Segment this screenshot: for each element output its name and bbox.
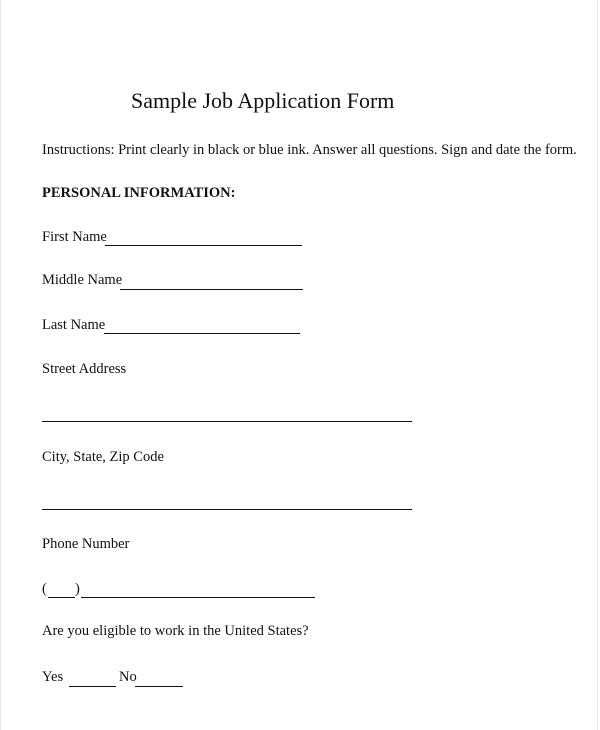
first-name-blank[interactable] [105, 245, 302, 246]
eligibility-question: Are you eligible to work in the United States? [42, 623, 309, 639]
street-address-label: Street Address [42, 361, 127, 377]
city-state-zip-label: City, State, Zip Code [42, 449, 164, 465]
form-title: Sample Job Application Form [131, 88, 395, 113]
instructions-text: Instructions: Print clearly in black or blue ink. Answer all questions. Sign and date the form. [42, 142, 577, 158]
city-state-zip-blank[interactable] [42, 509, 412, 510]
first-name-label: First Name [42, 229, 107, 245]
phone-number-label: Phone Number [42, 536, 130, 552]
phone-area-code-open-paren: ( [42, 581, 47, 597]
yes-blank[interactable] [69, 686, 116, 687]
phone-area-code-close-paren: ) [75, 581, 80, 597]
yes-label: Yes [42, 669, 64, 685]
middle-name-label: Middle Name [42, 272, 123, 288]
phone-number-blank[interactable] [81, 597, 315, 598]
middle-name-blank[interactable] [120, 289, 303, 290]
last-name-blank[interactable] [104, 333, 300, 334]
section-heading-personal-information: PERSONAL INFORMATION: [42, 185, 236, 201]
last-name-label: Last Name [42, 317, 106, 333]
no-blank[interactable] [135, 686, 183, 687]
phone-area-code-blank[interactable] [48, 597, 75, 598]
no-label: No [119, 669, 137, 685]
street-address-blank[interactable] [42, 421, 412, 422]
